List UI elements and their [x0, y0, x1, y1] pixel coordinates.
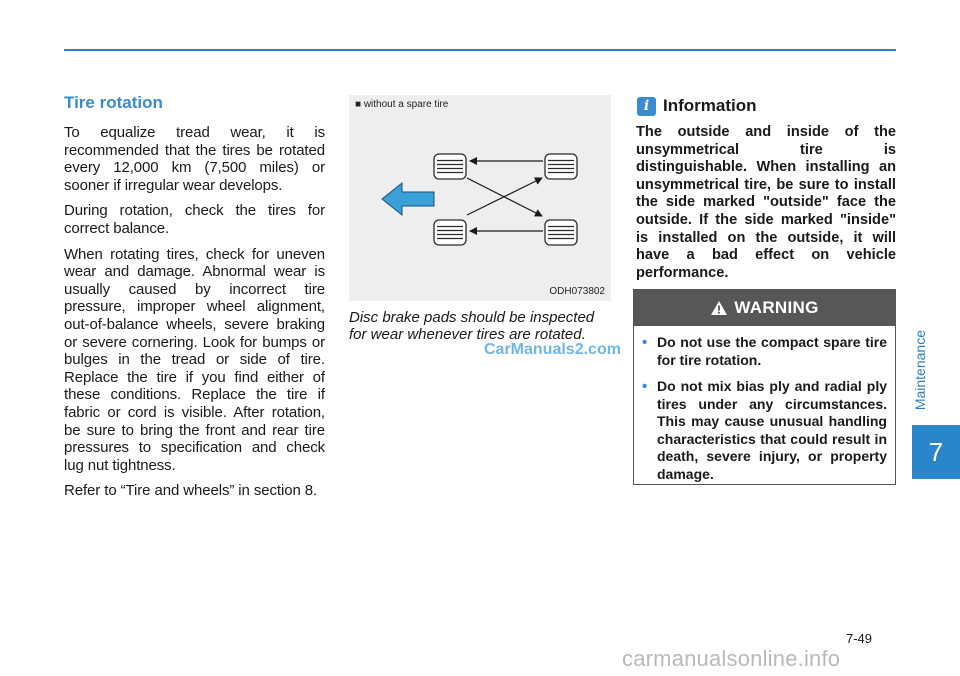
info-icon: i: [637, 97, 656, 116]
bullet-icon: •: [642, 334, 648, 351]
warning-triangle-icon: [710, 300, 728, 316]
figure-caption: Disc brake pads should be inspected for wear whenever tires are rotated.: [349, 309, 595, 343]
rear-right-tire-icon: [545, 220, 577, 245]
page-number: 7-49: [846, 631, 873, 646]
warning-list: [634, 326, 895, 483]
top-rule: [64, 49, 896, 51]
figure-note: ■ without a spare tire: [355, 99, 449, 110]
tire-rotation-section: [64, 92, 325, 508]
paragraph: When rotating tires, check for uneven wear and damage. Abnormal wear is usually caused by incorrect tire pressure, improper wheel alignment, out-of-balance wheels, severe braking or severe cornering. Look for bumps or bulges in the tread or side of tire. Replace the tire if you find either of these conditions. Replace the tire if fabric or cord is visible. After rotation, be sure to bring the front and rear tire pressures to specification and check lug nut tightness.: [64, 245, 325, 474]
front-right-tire-icon: [434, 220, 466, 245]
tire-rotation-figure: [349, 95, 611, 301]
front-left-tire-icon: [434, 154, 466, 179]
information-header: [637, 96, 757, 116]
warning-label: WARNING: [734, 298, 819, 317]
rear-left-tire-icon: [545, 154, 577, 179]
rotation-diagram: [349, 95, 611, 301]
paragraph: Refer to “Tire and wheels” in section 8.: [64, 482, 318, 500]
information-title: Information: [663, 96, 757, 115]
chapter-side-tab: Maintenance: [912, 330, 928, 411]
warning-item: [642, 334, 887, 369]
paragraph: To equalize tread wear, it is recommended that the tires be rotated every 12,000 km (7,500 miles) or sooner if irregular wear develops.: [64, 124, 325, 194]
warning-item: [642, 378, 887, 483]
warning-box: [633, 289, 896, 485]
watermark: CarManuals2.com: [484, 341, 621, 358]
footer-watermark: carmanualsonline.info: [622, 646, 841, 671]
warning-item-text: Do not use the compact spare tire for tire rotation.: [657, 334, 887, 368]
direction-arrow-icon: [382, 183, 434, 215]
information-text: The outside and inside of the unsymmetrical tire is distinguishable. When installing an unsymmetrical tire, be sure to install the side marked "outside" face the outside. If the side marked "inside" is installed on the outside, it will have a bad effect on vehicle performance.: [636, 124, 896, 281]
warning-header: [634, 290, 895, 326]
paragraph: During rotation, check the tires for correct balance.: [64, 202, 325, 237]
figure-code: ODH073802: [549, 286, 605, 297]
section-title: Tire rotation: [64, 93, 163, 112]
bullet-icon: •: [642, 378, 648, 395]
warning-item-text: Do not mix bias ply and radial ply tires under any circumstances. This may cause unusual handling characteristics that could result in death, severe injury, or property damage.: [657, 378, 887, 482]
chapter-number: 7: [912, 425, 960, 479]
